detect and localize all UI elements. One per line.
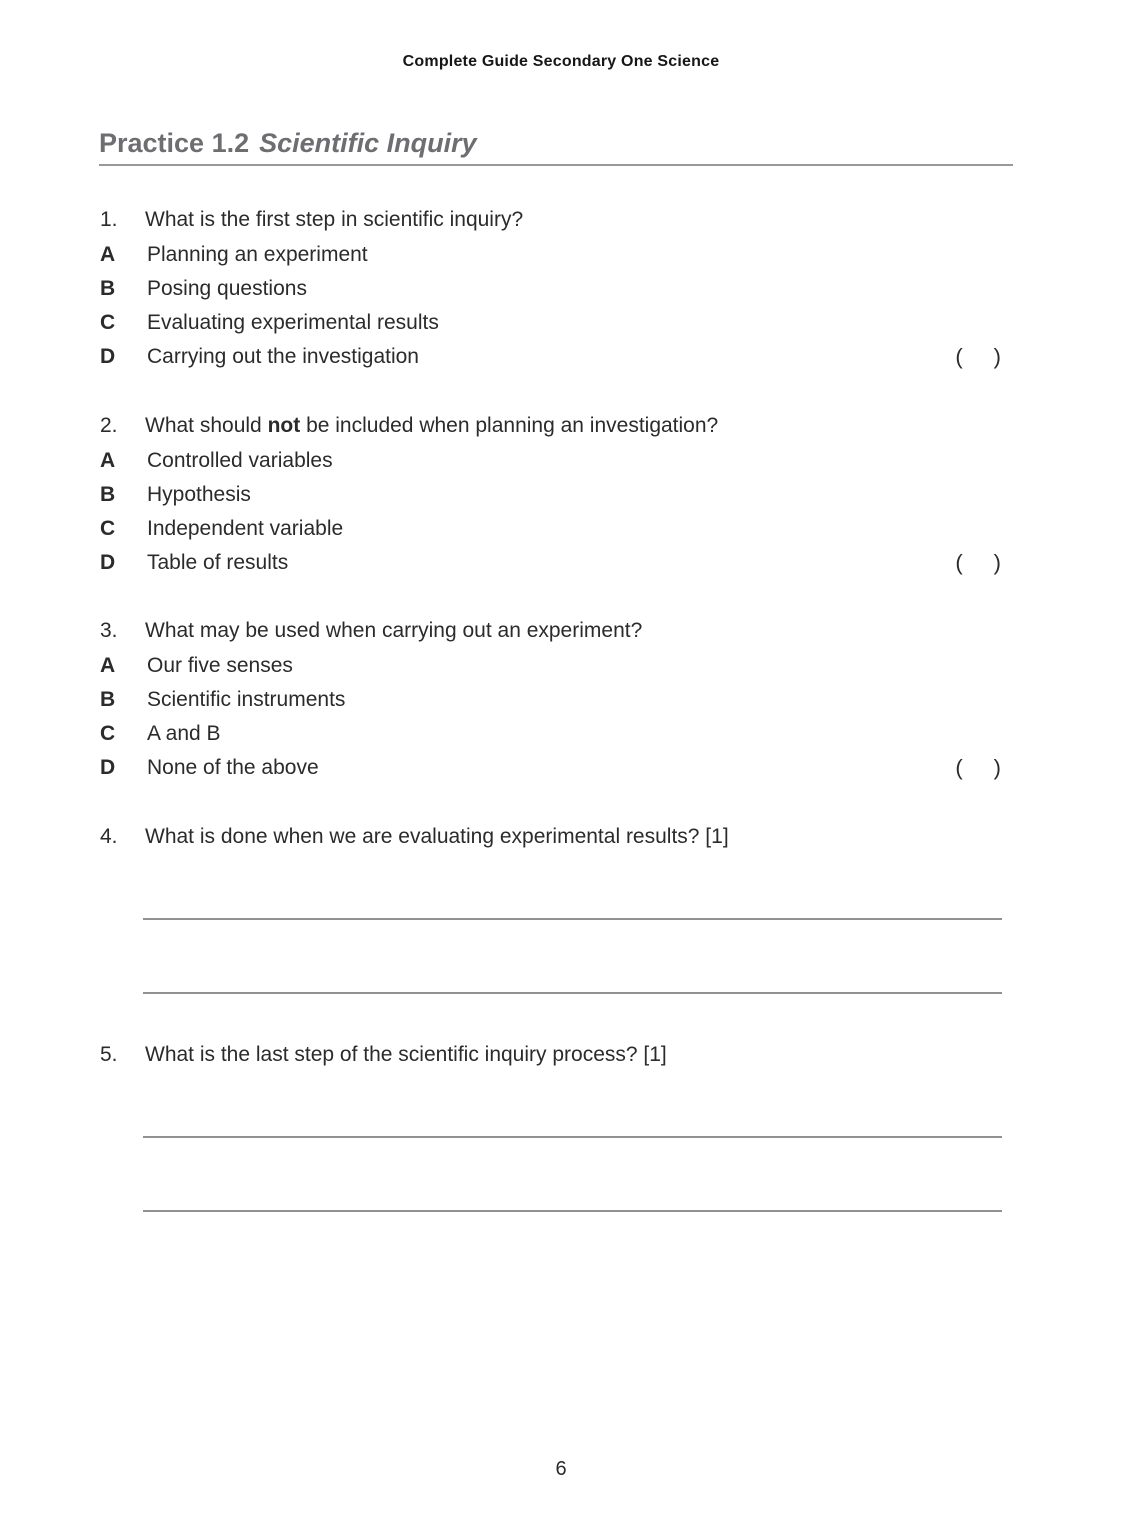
book-title-header: Complete Guide Secondary One Science — [402, 53, 720, 70]
question-text-part: What is the last step of the scientific inquiry process? [1] — [145, 1043, 667, 1066]
question-line — [100, 1042, 1013, 1068]
option-row — [100, 306, 1013, 340]
option-label: Controlled variables — [147, 449, 333, 472]
question-block — [100, 618, 1013, 785]
option-row — [100, 649, 1013, 683]
paren-close: ) — [993, 344, 1001, 369]
paren-close: ) — [993, 755, 1001, 780]
option-letter: C — [100, 311, 116, 334]
answer-line — [143, 1136, 1002, 1138]
answer-parens — [955, 344, 1013, 370]
option-row — [100, 512, 1013, 546]
question-text — [145, 207, 1013, 233]
question-line — [100, 824, 1013, 850]
question-line — [100, 618, 1013, 644]
option-letter: A — [100, 449, 116, 472]
paren-close: ) — [993, 550, 1001, 575]
question-line — [100, 207, 1013, 233]
option-label: Planning an experiment — [147, 243, 368, 266]
option-label: Carrying out the investigation — [147, 345, 419, 368]
option-letter: B — [100, 277, 116, 300]
question-text-part: not — [267, 414, 301, 437]
option-row — [100, 751, 1013, 785]
option-label: Evaluating experimental results — [147, 311, 439, 334]
option-letter: D — [100, 756, 116, 779]
option-letter: A — [100, 243, 116, 266]
option-letter: B — [100, 688, 116, 711]
question-block — [100, 207, 1013, 374]
questions — [100, 0, 1013, 1536]
question-number: 1. — [100, 208, 118, 231]
question-text-part: What is done when we are evaluating experimental results? [1] — [145, 825, 729, 848]
question-number: 5. — [100, 1043, 118, 1066]
question-text — [145, 1042, 1013, 1068]
option-row — [100, 272, 1013, 306]
option-letter: D — [100, 345, 116, 368]
option-letter: A — [100, 654, 116, 677]
question-text-part: be included when planning an investigation? — [300, 414, 719, 437]
answer-line — [143, 992, 1002, 994]
question-block — [100, 824, 1013, 994]
question-text — [145, 618, 1013, 644]
option-letter: D — [100, 551, 116, 574]
question-line — [100, 413, 1013, 439]
option-label: Independent variable — [147, 517, 344, 540]
option-label: None of the above — [147, 756, 319, 779]
question-number: 3. — [100, 619, 118, 642]
option-row — [100, 340, 1013, 374]
option-list — [100, 649, 1013, 785]
option-row — [100, 683, 1013, 717]
option-list — [100, 238, 1013, 374]
option-row — [100, 546, 1013, 580]
paren-open: ( — [955, 755, 963, 780]
answer-parens — [955, 755, 1013, 781]
option-label: Our five senses — [147, 654, 293, 677]
question-block — [100, 413, 1013, 580]
question-text-part: What may be used when carrying out an experiment? — [145, 619, 643, 642]
question-text-part: What should — [145, 414, 268, 437]
question-text-part: What is the first step in scientific inquiry? — [145, 208, 524, 231]
question-text — [145, 413, 1013, 439]
paren-open: ( — [955, 344, 963, 369]
option-row — [100, 238, 1013, 272]
option-label: Posing questions — [147, 277, 307, 300]
question-block — [100, 1042, 1013, 1212]
section-title-label: Practice 1.2 — [99, 128, 250, 158]
option-letter: C — [100, 517, 116, 540]
option-label: Scientific instruments — [147, 688, 346, 711]
option-letter: C — [100, 722, 116, 745]
section-title-name: Scientific Inquiry — [259, 128, 477, 158]
option-row — [100, 444, 1013, 478]
question-number: 4. — [100, 825, 118, 848]
option-row — [100, 717, 1013, 751]
paren-open: ( — [955, 550, 963, 575]
option-label: Hypothesis — [147, 483, 251, 506]
question-number: 2. — [100, 414, 118, 437]
option-label: Table of results — [147, 551, 289, 574]
option-letter: B — [100, 483, 116, 506]
answer-line — [143, 1210, 1002, 1212]
option-row — [100, 478, 1013, 512]
question-text — [145, 824, 1013, 850]
page-number: 6 — [555, 1458, 567, 1480]
option-list — [100, 444, 1013, 580]
option-label: A and B — [147, 722, 221, 745]
answer-parens — [955, 550, 1013, 576]
answer-line — [143, 918, 1002, 920]
